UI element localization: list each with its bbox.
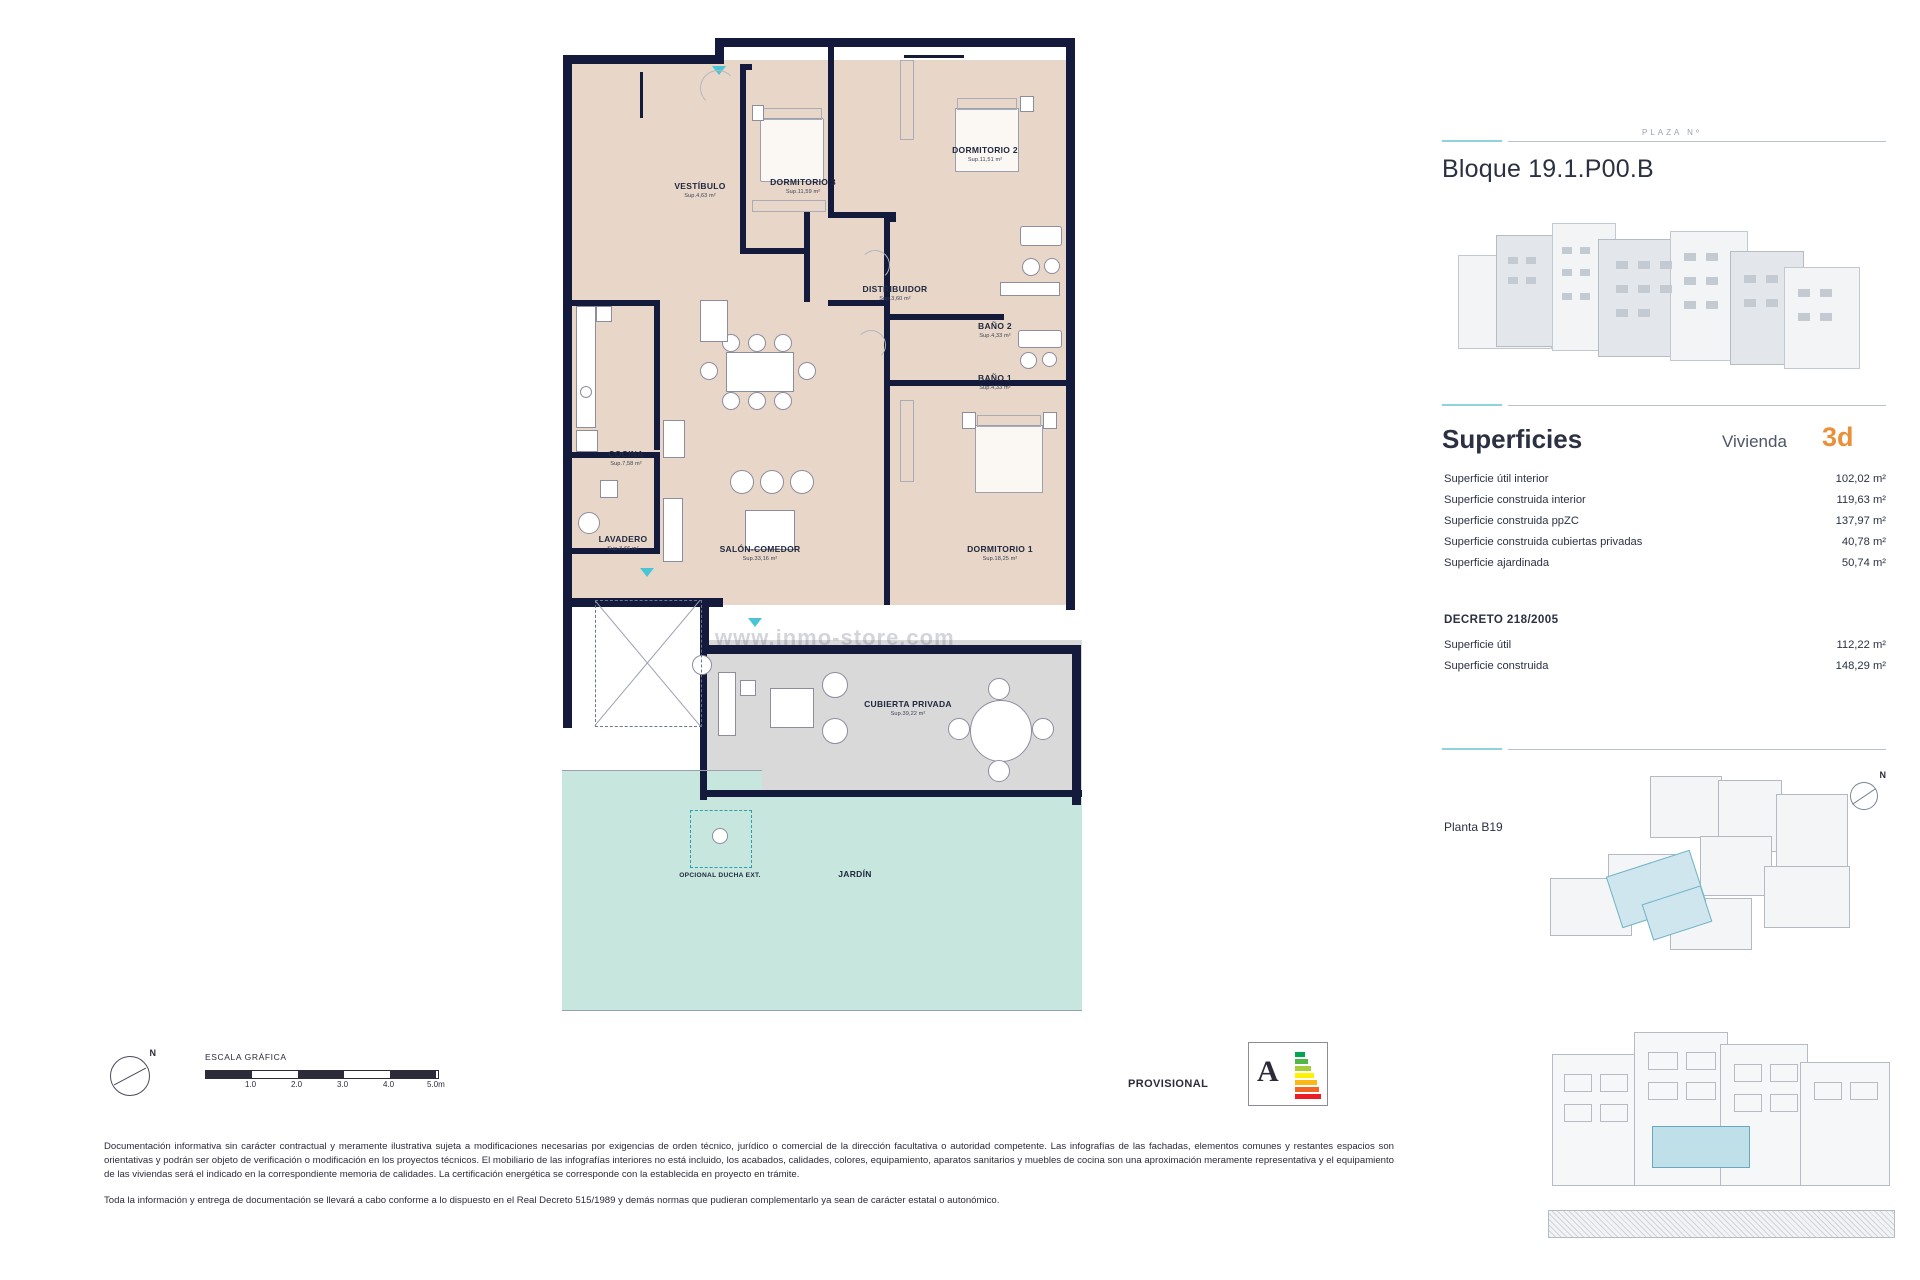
terrace-chair-t — [988, 678, 1010, 700]
elevation-drawing — [1548, 1018, 1893, 1238]
vivienda-label: Vivienda — [1722, 432, 1787, 451]
divider-keyplan — [1508, 749, 1886, 750]
toilet-bano2 — [1022, 258, 1040, 276]
nightstand-dorm2 — [1020, 96, 1034, 112]
wall-interior-v4 — [884, 455, 890, 605]
kitchen-counter — [576, 306, 596, 428]
surface-list — [1444, 470, 1886, 575]
plaza-tag: PLAZA Nº — [1642, 128, 1702, 137]
terrace-chair-l — [948, 718, 970, 740]
graphic-scale — [205, 1052, 505, 1089]
elevation-highlight — [1652, 1126, 1750, 1168]
decreto-value: 148,29 m² — [1835, 660, 1886, 672]
door-arc-bano2 — [860, 250, 890, 280]
decreto-list — [1444, 636, 1886, 678]
decreto-label: Superficie útil — [1444, 639, 1512, 651]
wall-interior-v1 — [740, 64, 746, 254]
dining-chair-8 — [798, 362, 816, 380]
surface-row — [1444, 491, 1886, 512]
wall-east-upper — [1066, 38, 1075, 338]
vanity-bano2 — [1000, 282, 1060, 296]
scale-title: ESCALA GRÁFICA — [205, 1052, 287, 1062]
wall-terrace-east — [1072, 645, 1081, 805]
surface-value: 119,63 m² — [1836, 494, 1886, 506]
key-plan — [1550, 770, 1890, 990]
divider-accent-keyplan — [1442, 748, 1502, 750]
surface-row — [1444, 512, 1886, 533]
surface-row — [1444, 470, 1886, 491]
laundry-unit — [600, 480, 618, 498]
room-label-distribuidor: DISTRIBUIDOR Sup.3,60 m² — [862, 284, 928, 302]
bed-dorm3 — [760, 118, 824, 182]
wardrobe-dorm3 — [752, 200, 826, 212]
window-dorm2 — [904, 55, 964, 58]
keyplan-block-4 — [1700, 836, 1772, 896]
room-label-dorm1: DORMITORIO 1 Sup.18,25 m² — [967, 544, 1033, 562]
disclaimer-block — [104, 1140, 1394, 1220]
dining-chair-3 — [774, 334, 792, 352]
entry-arrow-laundry — [640, 568, 654, 577]
shower-ext-icon — [712, 828, 728, 844]
wall-nub — [746, 64, 752, 70]
terrace-table — [770, 688, 814, 728]
window-vestibulo — [640, 72, 643, 118]
vivienda-type: 3d — [1822, 422, 1854, 452]
room-label-cocina: COCINA Sup.7,58 m² — [608, 449, 644, 467]
decreto-row — [1444, 657, 1886, 678]
wall-interior-h2 — [828, 212, 888, 218]
dining-chair-7 — [700, 362, 718, 380]
nightstand-dorm3 — [752, 105, 764, 121]
wall-terrace-south — [700, 790, 1082, 797]
wall-east-lower — [1066, 330, 1075, 610]
compass — [104, 1050, 156, 1102]
wall-west-outer — [563, 55, 572, 607]
surface-label: Superficie construida ppZC — [1444, 515, 1579, 527]
armchair-2 — [760, 470, 784, 494]
sink-bano1 — [1042, 352, 1057, 367]
keyplan-north-icon — [1844, 770, 1886, 816]
surface-label: Superficie construida cubiertas privadas — [1444, 536, 1643, 548]
keyplan-block-7 — [1764, 866, 1850, 928]
disclaimer-paragraph-1: Documentación informativa sin carácter contractual y meramente ilustrativa sujeta a modificaciones necesarias por exigencias de orden técnico, jurídico o comercial de la dirección facultativa o autoridad competente. Las infografías de las fachadas, elementos comunes y restantes espacios son orientativas y podrán ser objeto de verificación o modificación en los proyectos técnicos. El mobiliario de las infografías interiores no está incluido, los acabados, calidades, colores, equipamiento, aparatos sanitarios y muebles de cocina son una aproximación meramente representativa y el equipamiento de las viviendas será el indicado en la correspondiente memoria de calidades. La certificación energética se corresponde con la establecida en proyecto en trámite. — [104, 1141, 1394, 1180]
washer — [578, 512, 600, 534]
terrace-armchair-2 — [822, 718, 848, 744]
terrace-armchair-1 — [822, 672, 848, 698]
provisional-label: PROVISIONAL — [1128, 1078, 1209, 1090]
watermark: www.inmo-store.com — [715, 625, 955, 650]
door-arc-vestibulo — [700, 70, 736, 106]
surface-value: 137,97 m² — [1835, 515, 1886, 527]
pillow-dorm1 — [977, 415, 1041, 427]
door-arc-bano1 — [856, 330, 886, 360]
room-label-bano1: BAÑO 1 Sup.4,33 m² — [978, 373, 1012, 391]
superficies-title: Superficies — [1442, 424, 1583, 454]
room-label-dorm2: DORMITORIO 2 Sup.11,51 m² — [952, 145, 1018, 163]
wall-west-lower — [563, 598, 572, 728]
divider-accent-top — [1442, 140, 1502, 142]
garden-edge-s — [562, 1010, 1082, 1011]
terrace-side-table — [740, 680, 756, 696]
wardrobe-dorm1 — [900, 400, 914, 482]
armchair-3 — [790, 470, 814, 494]
dining-table — [726, 352, 794, 392]
wall-north-1 — [563, 55, 723, 64]
building-render — [1448, 205, 1878, 380]
kitchen-hob — [596, 306, 612, 322]
room-label-ducha-ext: OPCIONAL DUCHA EXT. — [679, 872, 761, 879]
surface-value: 102,02 m² — [1835, 473, 1886, 485]
room-label-lavadero: LAVADERO Sup.3,66 m² — [598, 534, 648, 552]
keyplan-block-1 — [1650, 776, 1722, 838]
keyplan-label: Planta B19 — [1444, 820, 1503, 834]
sofa-left — [663, 498, 683, 562]
dining-chair-2 — [748, 334, 766, 352]
wall-bath-west — [804, 212, 810, 302]
keyplan-block-3 — [1776, 794, 1848, 870]
disclaimer-paragraph-2: Toda la información y entrega de documentación se llevará a cabo conforme a lo dispuesto en el Real Decreto 515/1989 y demás normas que pudieran complementarlo ya sean de carácter estatal o autonómico. — [104, 1194, 1000, 1206]
energy-rating-badge — [1248, 1042, 1328, 1106]
wall-nub2 — [890, 212, 896, 222]
dining-chair-6 — [774, 392, 792, 410]
keyplan-north-label: N — [1879, 770, 1886, 780]
nightstand-dorm1-l — [962, 412, 976, 429]
divider-top — [1508, 141, 1886, 142]
wall-north-2 — [715, 38, 1075, 47]
bed-dorm1 — [975, 425, 1043, 493]
surface-value: 40,78 m² — [1841, 536, 1886, 548]
bathtub-bano2 — [1020, 226, 1062, 246]
scale-tick-4: 4.0 — [383, 1080, 395, 1089]
wall-interior-v3 — [884, 212, 890, 462]
dining-chair-5 — [748, 392, 766, 410]
surface-label: Superficie construida interior — [1444, 494, 1586, 506]
decreto-value: 112,22 m² — [1836, 639, 1886, 651]
sideboard — [700, 300, 728, 342]
block-title: Bloque 19.1.P00.B — [1442, 155, 1654, 183]
compass-north-label: N — [149, 1048, 156, 1058]
divider-accent-superficies — [1442, 404, 1502, 406]
toilet-bano1 — [1020, 352, 1037, 369]
surface-row — [1444, 533, 1886, 554]
wall-bath-div — [884, 314, 1004, 320]
terrace-sofa — [718, 672, 736, 736]
terrace-chair-r — [1032, 718, 1054, 740]
surface-label: Superficie ajardinada — [1444, 557, 1550, 569]
decreto-title: DECRETO 218/2005 — [1444, 613, 1559, 626]
sink-bano2 — [1044, 258, 1060, 274]
room-label-salon: SALÓN-COMEDOR Sup.33,16 m² — [719, 544, 801, 562]
terrace-chair-b — [988, 760, 1010, 782]
energy-bars — [1295, 1052, 1321, 1101]
scale-tick-1: 1.0 — [245, 1080, 257, 1089]
garden-edge-n — [562, 770, 762, 771]
energy-letter: A — [1257, 1055, 1279, 1088]
surface-row — [1444, 554, 1886, 575]
wall-kitchen-east — [654, 300, 660, 450]
nightstand-dorm1-r — [1043, 412, 1057, 429]
elevation-ground — [1548, 1210, 1895, 1238]
scale-tick-3: 3.0 — [337, 1080, 349, 1089]
room-label-cubierta: CUBIERTA PRIVADA Sup.39,22 m² — [864, 699, 952, 717]
surface-value: 50,74 m² — [1841, 557, 1886, 569]
pillow-dorm3 — [762, 108, 822, 120]
info-panel — [1430, 0, 1900, 1280]
scale-tick-2: 2.0 — [291, 1080, 303, 1089]
scale-bar — [205, 1070, 439, 1079]
dining-chair-4 — [722, 392, 740, 410]
room-label-bano2: BAÑO 2 Sup.4,33 m² — [978, 321, 1012, 339]
kitchen-sink — [580, 386, 592, 398]
room-label-dorm3: DORMITORIO 3 Sup.11,59 m² — [770, 177, 836, 195]
pillow-dorm2 — [957, 98, 1017, 110]
surface-label: Superficie útil interior — [1444, 473, 1549, 485]
divider-superficies — [1508, 405, 1886, 406]
wardrobe-dorm2 — [900, 60, 914, 140]
decreto-row — [1444, 636, 1886, 657]
garden-fill — [562, 790, 1082, 1010]
elevation-block-4 — [1800, 1062, 1890, 1186]
room-label-jardin: JARDÍN — [838, 869, 872, 879]
fridge — [576, 430, 598, 452]
decreto-label: Superficie construida — [1444, 660, 1549, 672]
room-label-vestibulo: VESTÍBULO Sup.4,63 m² — [674, 181, 726, 199]
scale-tick-5: 5.0m — [427, 1080, 445, 1089]
armchair-1 — [730, 470, 754, 494]
wall-interior-h1 — [746, 248, 806, 254]
